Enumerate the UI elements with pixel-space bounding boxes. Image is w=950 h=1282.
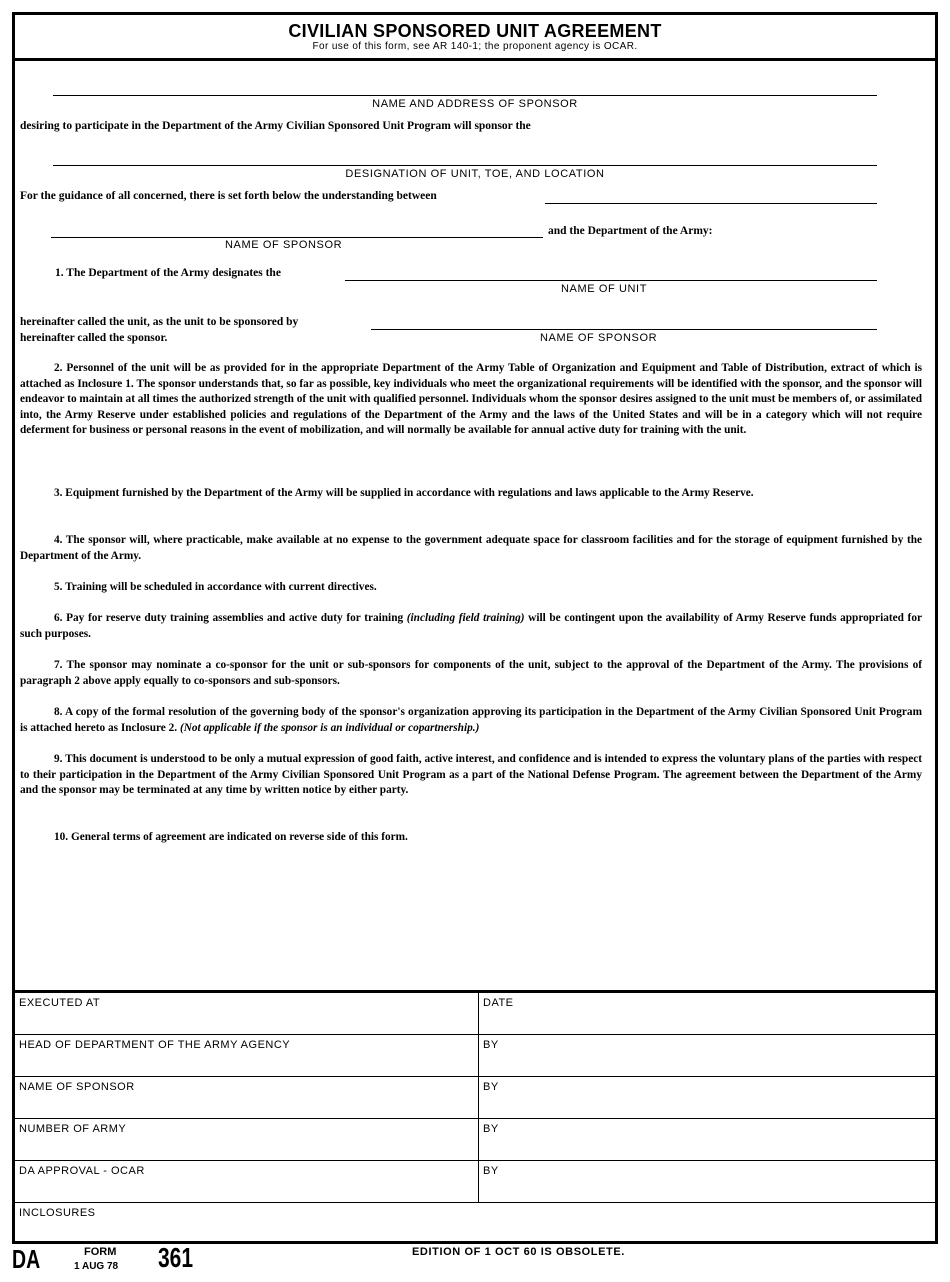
footer-date: 1 AUG 78 (74, 1261, 119, 1272)
paragraph-6-italic: (including field training) (406, 612, 525, 624)
executed-at-label: EXECUTED AT (19, 997, 101, 1009)
by-field-4[interactable] (479, 1161, 935, 1202)
by-field-1[interactable] (479, 1035, 935, 1076)
paragraph-4-text: 4. The sponsor will, where practicable, make available at no expense to the government adequate space for classroom facilities and for the storage of equipment furnished by the Department of the Army. (20, 534, 922, 562)
paragraph-4 (20, 533, 922, 564)
sponsor-name-address-field[interactable] (53, 79, 877, 95)
guidance-between-line (545, 203, 877, 204)
paragraph-7-text: 7. The sponsor may nominate a co-sponsor for the unit or sub-sponsors for components of the unit, subject to the approval of the Department of the Army. The provisions of paragraph 2 above apply equally to co-sponsors and sub-sponsors. (20, 659, 922, 687)
sponsored-by-field[interactable] (371, 313, 877, 329)
title-block (15, 15, 935, 61)
caption-name-of-sponsor-1: NAME OF SPONSOR (225, 239, 343, 251)
paragraph-10-text: 10. General terms of agreement are indicated on reverse side of this form. (54, 831, 408, 843)
caption-name-of-unit: NAME OF UNIT (561, 283, 648, 295)
number-of-army-field[interactable] (15, 1119, 479, 1160)
paragraph-5 (20, 580, 922, 596)
paragraph-9 (20, 752, 922, 799)
paragraph-8-text: 8. A copy of the formal resolution of the governing body of the sponsor's organization approving its participation in the Department of the Army Civilian Sponsored Unit Program is attached hereto as Inclosure 2. (20, 706, 922, 734)
by-label-1: BY (483, 1039, 499, 1051)
inclosures-label: INCLOSURES (19, 1207, 96, 1219)
row-executed (15, 993, 935, 1035)
row-sponsor (15, 1077, 935, 1119)
paragraph-1-text: 1. The Department of the Army designates the (55, 267, 281, 279)
designated-unit-field[interactable] (345, 264, 877, 280)
paragraph-3 (20, 486, 922, 502)
da-approval-ocar-field[interactable] (15, 1161, 479, 1202)
form-frame (12, 12, 938, 1244)
guidance-between-field[interactable] (545, 187, 877, 203)
head-of-department-label: HEAD OF DEPARTMENT OF THE ARMY AGENCY (19, 1039, 291, 1051)
paragraph-6 (20, 611, 922, 642)
date-field[interactable] (479, 993, 935, 1034)
name-of-sponsor-field[interactable] (15, 1077, 479, 1118)
by-field-2[interactable] (479, 1077, 935, 1118)
paragraph-3-text: 3. Equipment furnished by the Department of the Army will be supplied in accordance with regulations and laws applicable to the Army Reserve. (54, 487, 754, 499)
form-title: CIVILIAN SPONSORED UNIT AGREEMENT (288, 21, 662, 41)
by-label-3: BY (483, 1123, 499, 1135)
sponsor-name-address-line (53, 95, 877, 96)
by-label-2: BY (483, 1081, 499, 1093)
unit-designation-line (53, 165, 877, 166)
date-label: DATE (483, 997, 514, 1009)
paragraph-6-text-b: will be contingent upon the availability of Army Reserve funds appropriated for such purposes. (20, 612, 922, 640)
row-inclosures (15, 1203, 935, 1245)
paragraph-7 (20, 658, 922, 689)
row-head (15, 1035, 935, 1077)
paragraph-2 (20, 361, 922, 439)
by-label-4: BY (483, 1165, 499, 1177)
caption-name-address-sponsor: NAME AND ADDRESS OF SPONSOR (372, 98, 578, 110)
da-approval-ocar-label: DA APPROVAL - OCAR (19, 1165, 145, 1177)
guidance-sponsor-line (51, 237, 543, 238)
paragraph-2-text: 2. Personnel of the unit will be as provided for in the appropriate Department of the Army Table of Organization and Equipment and Table of Distribution, extract of which is attached as Inclosure 1. The sponsor understands that, so far as possible, key individuals who meet the organizational requirements will be identified with the sponsor, and the sponsor will endeavor to maintain at all times the authorized strength of the unit with qualified personnel. Individuals whom the sponsor desires assigned to the unit must be members of, or assimilated into, the Army Reserve under established policies and regulations of the Department of the Army and the laws of the United States and will be in a category which will not require deferment for business or personal reasons in the event of mobilization, and will normally be available for annual active duty for training with the unit. (20, 362, 922, 437)
row-ocar (15, 1161, 935, 1203)
number-of-army-label: NUMBER OF ARMY (19, 1123, 127, 1135)
row-army (15, 1119, 935, 1161)
signature-block (15, 990, 935, 1244)
caption-name-of-sponsor-2: NAME OF SPONSOR (540, 332, 658, 344)
paragraph-8-italic: (Not applicable if the sponsor is an individual or copartnership.) (179, 721, 480, 734)
sponsored-by-line (371, 329, 877, 330)
paragraph-6-text-a: 6. Pay for reserve duty training assemblies and active duty for training (54, 612, 404, 624)
hereinafter-sponsor-text: hereinafter called the sponsor. (20, 332, 168, 344)
paragraph-5-text: 5. Training will be scheduled in accordance with current directives. (54, 581, 377, 593)
executed-at-field[interactable] (15, 993, 479, 1034)
name-of-sponsor-label: NAME OF SPONSOR (19, 1081, 135, 1093)
footer-edition: EDITION OF 1 OCT 60 IS OBSOLETE. (412, 1246, 625, 1258)
guidance-sponsor-field[interactable] (51, 221, 543, 237)
footer-form: FORM (84, 1246, 117, 1258)
by-field-3[interactable] (479, 1119, 935, 1160)
footer-form-number: 361 (158, 1242, 194, 1273)
paragraph-9-text: 9. This document is understood to be only a mutual expression of good faith, active interest, and confidence and is intended to express the voluntary plans of the parties with respect to their participation in the Department of the Army Civilian Sponsored Unit Program as a part of the National Defense Program. The agreement between the Department of the Army and the sponsor may be terminated at any time by written notice by either party. (20, 753, 922, 797)
unit-designation-field[interactable] (53, 149, 877, 165)
designated-unit-line (345, 280, 877, 281)
form-subtitle: For use of this form, see AR 140-1; the proponent agency is OCAR. (312, 41, 638, 52)
guidance-text: For the guidance of all concerned, there is set forth below the understanding between (20, 190, 437, 202)
caption-designation: DESIGNATION OF UNIT, TOE, AND LOCATION (345, 168, 605, 180)
inclosures-field[interactable] (15, 1203, 935, 1245)
and-department-text: and the Department of the Army: (548, 225, 713, 237)
paragraph-8 (20, 705, 922, 736)
footer-da: DA (12, 1244, 41, 1274)
paragraph-10 (20, 830, 922, 846)
head-of-department-field[interactable] (15, 1035, 479, 1076)
desiring-text: desiring to participate in the Department of the Army Civilian Sponsored Unit Program will sponsor the (20, 120, 531, 132)
hereinafter-unit-text: hereinafter called the unit, as the unit to be sponsored by (20, 316, 299, 328)
